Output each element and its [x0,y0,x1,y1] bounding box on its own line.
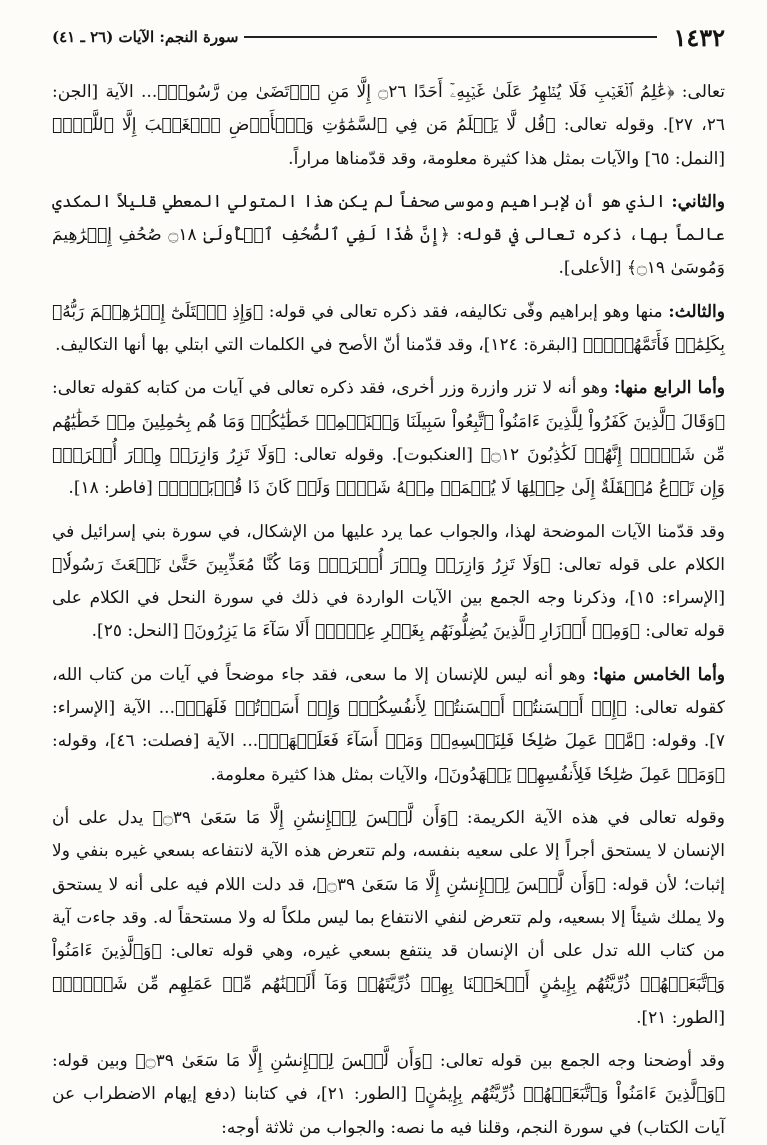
header-rule [244,36,657,38]
paragraph-lead: والثاني: [671,191,725,212]
paragraph-text: الذي هو أن لإبراهيم وموسى صحفاً لم يكن هذا المتولي المعطي قليلاً المكدي عالماً بها، ذكره تعالى في قوله: ﴿إِنَّ هَٰذَا لَفِي ٱلصُّحُفِ ٱلۡأُولَىٰ ۝١٨ صُحُفِ إِبۡرَٰهِيمَ وَمُوسَىٰ ۝١٩﴾ [الأعلى]. [52,191,725,279]
page-number: ١٤٣٢ [673,22,725,52]
page-body [52,76,725,1145]
paragraph [52,296,725,363]
paragraph-lead: وأما الرابع منها: [613,378,725,399]
paragraph [52,186,725,286]
paragraph-text: وهو أنه ليس للإنسان إلا ما سعى، فقد جاء موضحاً في آيات من كتاب الله، كقوله تعالى: ﴿إِنۡ أَحۡسَنتُمۡ أَحۡسَنتُمۡ لِأَنفُسِكُمۡۖ وَإِنۡ أَسَأۡتُمۡ فَلَهَاۚ﴾... الآية [الإسراء: ٧]. وقوله: ﴿مَّنۡ عَمِلَ صَٰلِحٗا فَلِنَفۡسِهِۦۖ وَمَنۡ أَسَآءَ فَعَلَيۡهَاۗ﴾... الآية [فصلت: ٤٦]، وقوله: ﴿وَمَنۡ عَمِلَ صَٰلِحٗا فَلِأَنفُسِهِمۡ يَمۡهَدُونَ﴾، والآيات بمثل هذا كثيرة معلومة. [52,664,725,785]
page-header [52,22,725,52]
paragraph [52,1045,725,1145]
paragraph [52,659,725,792]
paragraph-text: وقد أوضحنا وجه الجمع بين قوله تعالى: ﴿وَأَن لَّيۡسَ لِلۡإِنسَٰنِ إِلَّا مَا سَعَىٰ ۝٣٩﴾ وبين قوله: ﴿وَٱلَّذِينَ ءَامَنُواْ وَٱتَّبَعَتۡهُمۡ ذُرِّيَّتُهُم بِإِيمَٰنٍ﴾ [الطور: ٢١]، في كتابنا (دفع إيهام الاضطراب عن آيات الكتاب) في سورة النجم، وقلنا فيه ما نصه: والجواب من ثلاثة أوجه: [52,1051,726,1138]
running-title: سورة النجم: الآيات (٢٦ ـ ٤١) [52,28,239,46]
paragraph-text: تعالى: ﴿عَٰلِمُ ٱلۡغَيۡبِ فَلَا يُظۡهِرُ عَلَىٰ غَيۡبِهِۦٓ أَحَدًا ۝٢٦ إِلَّا مَنِ ٱرۡتَضَىٰ مِن رَّسُولٖ﴾... الآية [الجن: ٢٦، ٢٧]. وقوله تعالى: ﴿قُل لَّا يَعۡلَمُ مَن فِي ٱلسَّمَٰوَٰتِ وَٱلۡأَرۡضِ ٱلۡغَيۡبَ إِلَّا ٱللَّهُۚ﴾ [النمل: ٦٥] والآيات بمثل هذا كثيرة معلومة، وقد قدّمناها مراراً. [52,82,725,169]
paragraph-lead: وأما الخامس منها: [592,664,725,685]
paragraph [52,802,725,1035]
paragraph-text: منها وهو إبراهيم وفّى تكاليفه، فقد ذكره تعالى في قوله: ﴿وَإِذِ ٱبۡتَلَىٰٓ إِبۡرَٰهِـۧمَ رَبُّهُۥ بِكَلِمَٰتٖ فَأَتَمَّهُنَّۖ﴾ [البقرة: ١٢٤]، وقد قدّمنا أنّ الأصح في الكلمات التي ابتلي بها أنها التكاليف. [52,301,725,356]
paragraph [52,372,725,505]
paragraph-text: وقوله تعالى في هذه الآية الكريمة: ﴿وَأَن لَّيۡسَ لِلۡإِنسَٰنِ إِلَّا مَا سَعَىٰ ۝٣٩﴾ يدل على أن الإنسان لا يستحق أجراً إلا على سعيه بنفسه، ولم تتعرض هذه الآية لانتفاعه بسعي غيره بنفي ولا إثبات؛ لأن قوله: ﴿وَأَن لَّيۡسَ لِلۡإِنسَٰنِ إِلَّا مَا سَعَىٰ ۝٣٩﴾، قد دلت اللام فيه على أنه لا يستحق ولا يملك شيئاً إلا بسعيه، ولم تتعرض لنفي الانتفاع بما ليس ملكاً له ولا مستحقاً له. وقد جاءت آية من كتاب الله تدل على أن الإنسان قد ينتفع بسعي غيره، وهي قوله تعالى: ﴿وَٱلَّذِينَ ءَامَنُواْ وَٱتَّبَعَتۡهُمۡ ذُرِّيَّتُهُم بِإِيمَٰنٍ أَلۡحَقۡنَا بِهِمۡ ذُرِّيَّتَهُمۡ وَمَآ أَلَتۡنَٰهُم مِّنۡ عَمَلِهِم مِّن شَيۡءٖۚ﴾ [الطور: ٢١]. [52,807,726,1028]
paragraph-text: وهو أنه لا تزر وازرة وزر أخرى، فقد ذكره تعالى في آيات من كتابه كقوله تعالى: ﴿وَقَالَ ٱلَّذِينَ كَفَرُواْ لِلَّذِينَ ءَامَنُواْ ٱتَّبِعُواْ سَبِيلَنَا وَلۡنَحۡمِلۡ خَطَٰيَٰكُمۡ وَمَا هُم بِحَٰمِلِينَ مِنۡ خَطَٰيَٰهُم مِّن شَيۡءٍۖ إِنَّهُمۡ لَكَٰذِبُونَ ۝١٢﴾ [العنكبوت]. وقوله تعالى: ﴿وَلَا تَزِرُ وَازِرَةٞ وِزۡرَ أُخۡرَىٰۚ وَإِن تَدۡعُ مُثۡقَلَةٌ إِلَىٰ حِمۡلِهَا لَا يُحۡمَلۡ مِنۡهُ شَيۡءٞ وَلَوۡ كَانَ ذَا قُرۡبَىٰٓۗ﴾ [فاطر: ١٨]. [52,378,725,499]
paragraph-lead: والثالث: [668,301,725,322]
paragraph [52,516,725,649]
paragraph [52,76,725,176]
paragraph-text: وقد قدّمنا الآيات الموضحة لهذا، والجواب عما يرد عليها من الإشكال، في سورة بني إسرائيل في الكلام على قوله تعالى: ﴿وَلَا تَزِرُ وَازِرَةٞ وِزۡرَ أُخۡرَىٰۗ وَمَا كُنَّا مُعَذِّبِينَ حَتَّىٰ نَبۡعَثَ رَسُولٗا﴾ [الإسراء: ١٥]، وذكرنا وجه الجمع بين الآيات الواردة في ذلك في سورة النحل في الكلام على قوله تعالى: ﴿وَمِنۡ أَوۡزَارِ ٱلَّذِينَ يُضِلُّونَهُم بِغَيۡرِ عِلۡمٍۗ أَلَا سَآءَ مَا يَزِرُونَ﴾ [النحل: ٢٥]. [52,521,725,642]
